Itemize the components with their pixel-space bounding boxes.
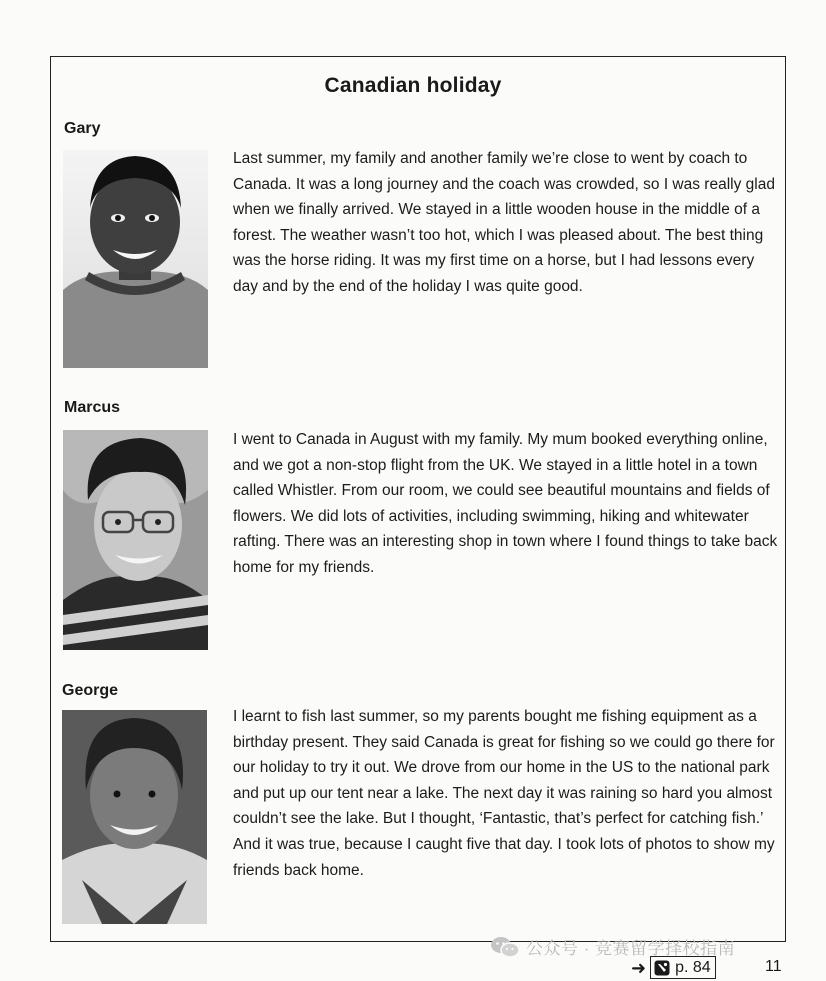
watermark-text: 公众号 · 竞赛留学择校指南 xyxy=(526,939,736,958)
entry-name-marcus: Marcus xyxy=(64,399,121,416)
article-title: Canadian holiday xyxy=(324,74,502,97)
page-reference[interactable] xyxy=(631,956,716,979)
entry-name-george: George xyxy=(62,682,119,699)
arrow-right-icon: ➜ xyxy=(631,957,647,978)
entry-text-marcus: I went to Canada in August with my family. My mum booked everything online, and we got a non-stop flight from the UK. We stayed in a little hotel in a town called Whistler. From our room, we could see beautiful mountains and fields of flowers. We did lots of activities, including swimming, hiking and whitewater rafting. There was an interesting shop in town where I found things to take back home for my friends. xyxy=(233,431,778,576)
page-number: 11 xyxy=(765,958,782,975)
page-ref-label: p. 84 xyxy=(675,958,711,976)
entry-name-gary: Gary xyxy=(64,120,101,137)
george-photo xyxy=(62,710,207,924)
marcus-photo xyxy=(63,430,208,650)
wechat-icon xyxy=(490,935,520,959)
answer-key-icon xyxy=(654,960,670,976)
gary-photo xyxy=(63,150,208,368)
page-ref-box[interactable] xyxy=(650,956,716,979)
entry-text-george: I learnt to fish last summer, so my parents bought me fishing equipment as a birthday present. They said Canada is great for fishing so we could go there for our holiday to try it out. We drove from our home in the US to the national park and put up our tent near a lake. The next day it was raining so hard you almost couldn’t see the lake. But I thought, ‘Fantastic, that’s perfect for catching fish.’ And it was true, because I caught five that day. I took lots of photos to show my friends back home. xyxy=(233,708,775,879)
entry-text-gary: Last summer, my family and another family we’re close to went by coach to Canada. It was a long journey and the coach was crowded, so I was really glad when we finally arrived. We stayed in a little wooden house in the middle of a forest. The weather wasn’t too hot, which I was pleased about. The best thing was the horse riding. It was my first time on a horse, but I had lessons every day and by the end of the holiday I was quite good. xyxy=(233,150,775,295)
